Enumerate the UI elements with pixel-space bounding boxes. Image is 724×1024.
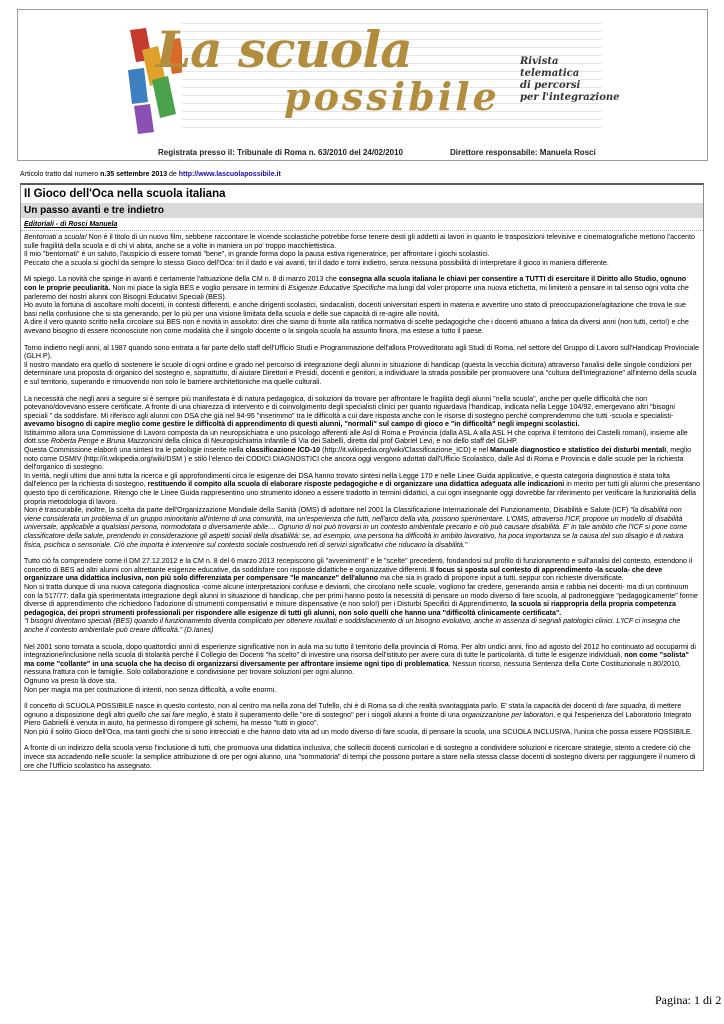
text-span: (http://it.wikipedia.org/wiki/Classificazione_ICD) e nel (320, 446, 491, 455)
text-span: classificazione ICD-10 (245, 446, 321, 455)
tagline-line: Rivista (520, 56, 559, 67)
text-span: Roberta Penge (50, 437, 99, 446)
text-span: organizzazione per laboratori (461, 710, 554, 719)
tagline-line: per l'integrazione (520, 92, 620, 103)
text-span: , e qui l'esperienza del Laboratorio Integrato Piero Gabrielli è venuta in aiuto, ha permesso di rompere gli schemi, ha messo "tutti in gioco". (24, 710, 692, 728)
text-span: Non è trascurabile, inoltre, la scelta da parte dell'Organizzazione Mondiale della Sanità (OMS) di adottare nel 2001 la Classificazione Internazionale del Funzionamento, Disabilità e Salute (ICF) (24, 506, 631, 515)
paragraph (24, 344, 700, 387)
source-link[interactable]: http://www.lascuolapossibile.it (178, 171, 281, 178)
text-span: Questa Commissione elaborò una sintesi tra le patologie inserite nella (24, 446, 246, 455)
paragraph (24, 395, 700, 550)
text-span: Esigenze Educative Specifiche (288, 283, 386, 292)
text-span: Non è il titolo di un nuovo film, sebbene raccontare le vicende scolastiche potrebbe forse tenere desti gli addetti ai lavori in quanto le trasposizioni televisive e cinematografiche mettono l'accento sulle fragilità della scuola e di chi vi abita, anche se a volte in maniera un po' troppo macchiettistica. (24, 233, 695, 250)
paragraph (24, 233, 700, 267)
text-span: Non si tratta dunque di una nuova categoria diagnostica -come alcune interpretazioni confuse e devianti, che circolano nelle scuole, vogliono far credere, generando ansia e rabbia nei docenti- ma di un continuum con la 517/77: dalla già sperimentata integrazione degli alunni in situazione di handicap, che per primi hanno posto la necessità di pensare un modo diverso di fare scuola, al padroneggiare "pedagogicamente" forme diverse di apprendimento che richiedono l'adozione di strumenti compensativi e misure dispensative (e non solo!) per i Disturbi Specifici di Apprendimento, (24, 582, 698, 609)
text-span: quello che sai fare meglio (126, 710, 208, 719)
text-span: Ognuno va preso là dove sta. (24, 676, 117, 685)
registration-info: Registrata presso il: Tribunale di Roma n. 63/2010 del 24/02/2010 (158, 148, 403, 157)
source-line (20, 170, 704, 179)
text-span: , è stato il superamento delle "ore di sostegno" per i singoli alunni a fronte di una (207, 710, 462, 719)
tagline (520, 56, 620, 104)
text-span: "la disabilità non viene considerata un problema di un gruppo minoritario all'interno di una comunità, ma un'esperienza che tutti, nell'arco della vita, possono sperimentare. L'OMS, attraverso l'ICF, propone un modello di disabilità universale, applicabile a qualsiasi persona, normodotata o diversamente abile.... Ognuno di noi può trovarsi in un contesto ambientale precario e ciò può causare disabilità. E' in tale ambito che l'ICF si pone come classificatore della salute, prendendo in considerazione gli aspetti sociali della disabilità: se, ad esempio, una persona ha difficoltà in ambito lavorativo, ha poca importanza se la causa del suo disagio è di natura fisica, psichica o sensoriale. Ciò che importa è intervenire sul contesto sociale costruendo reti di servizi significativi che riducano la disabilità." (24, 506, 688, 549)
text-span: Mi spiego. La novità che spinge in avanti è certamente l'attuazione della CM n. 8 di marzo 2013 che (24, 275, 339, 284)
text-span: la scuola si riappropria della propria competenza pedagogica, dei propri strumenti professionali per rispondere alle esigenze di tutti gli alunni, non solo quelli che hanno una "difficoltà clinicamente certificata". (24, 600, 676, 617)
text-span: ma che sia in grado di proporre input a tutti, seppur con richieste diversificate. (378, 574, 624, 583)
text-span: Non per magia ma per costruzione di intenti, non senza difficoltà, a volte enormi. (24, 685, 277, 694)
text-span: consegna alla scuola italiana le chiavi per consentire a TUTTI di esercitare il Diritto allo Studio, ognuno con le proprie peculiarità. (24, 275, 687, 292)
article-body (21, 231, 703, 770)
logo-title: La scuola (156, 20, 412, 79)
text-span: "I bisogni diventano speciali (BES) quando il funzionamento diventa complicato per ottenere risultati e soddisfacimento di un bisogno evolutivo, anche in assenza di segnali patologici clinici. L'ICF ci insegna che anche il contesto ambientale può creare difficoltà." (D.Ianes) (24, 617, 681, 634)
text-span: In verità, negli ultimi due anni tutta la ricerca e gli approfondimenti circa le esigenze dei DSA hanno trovato sintesi nella Legge 170 e nelle Linee Guida applicative, e questa categoria diagnostica è stata tolta dall'elenco per la richiesta di sostegno, (24, 471, 670, 489)
paragraph (24, 702, 700, 736)
source-prefix: Articolo tratto dal numero (20, 171, 101, 178)
article-container (20, 170, 704, 771)
text-span: Ho avuto la fortuna di ascoltare molti docenti, in contesti differenti, e anche dirigenti scolastici, sindacalisti, docenti universitari esperti in materia e avvertire uno stato di preoccupazione/agitazione che trova le sue basi nella confusione che si sta generando, per lo più per una visione limitata della scuola e delle sue capacità di re-agire alle novità. (24, 301, 686, 318)
text-span: , meglio noto come DSMIV (http://it.wikipedia.org/wiki/DSM ) e stilò l'elenco dei CODICI DIAGNOSTICI che ancora oggi vengono adottati dall'Ufficio Scolastico, dalle Asl di Roma e Provincia e dalle scuole per la richiesta dell'organico di sostegno. (24, 446, 692, 472)
paragraph (24, 557, 700, 634)
source-issue: n.35 settembre 2013 (100, 171, 168, 178)
text-span: , di mettere ognuno a disposizione degli altri (24, 702, 682, 719)
text-span: Non mi piace la sigla BES e voglio pensare in termini di (110, 283, 289, 292)
article-box (20, 183, 704, 771)
text-span: in merito per tutti gli alunni che presentano questo tipo di certificazione. Ritengo che le Linee Guida rappresentino uno strumento idoneo a essere tradotto in termini didattici, a cui ogni insegnante oggi dovrebbe far riferimento per verificare la funzionalità della propria metodologia di lavoro. (24, 480, 700, 506)
article-subtitle: Un passo avanti e tre indietro (21, 203, 703, 218)
text-span: Il focus si sposta sul contesto di apprendimento -la scuola- che deve organizzare una didattica inclusiva, non più solo differenziata per compensare "le mancanze" dell'alunno (24, 565, 663, 583)
text-span: Torno indietro negli anni, al 1987 quando sono entrata a far parte dello staff dell'Ufficio Studi e Programmazione dell'allora Provveditorato agli Studi di Roma, nel settore del Gruppo di Lavoro sull'Handicap Provinciale (GLH P). (24, 343, 699, 361)
text-span: non come "solista" ma come "collante" in una scuola che ha deciso di organizzarsi diversamente per affrontare insieme ogni tipo di problematica (24, 651, 689, 668)
text-span: Il mio "bentornati" è un saluto, l'auspicio di essere tornati "bene", in grande forma dopo la pausa estiva rigeneratrice, per affrontare i giochi scolastici. (24, 250, 490, 259)
text-span: Bruna Mazzoncini (106, 437, 163, 446)
director-info: Direttore responsabile: Manuela Rosci (450, 148, 596, 157)
logo-subtitle: possibile (284, 74, 500, 119)
text-span: Nel 2001 sono tornata a scuola, dopo quattordici anni di esperienze significative non in aula ma su tutto il territorio della provincia di Roma. Per altri undici anni, fino ad agosto del 2012 ho continuato ad occuparmi di integrazione/inclusione nella scuola di titolarità perché il Collegio dei Docenti "ha scelto" di investire una risorsa dell'istituto per avere cura di tutte le particolarità, di tutte le esigenze individuali, (24, 642, 696, 660)
page-number: Pagina: 1 di 2 (655, 993, 722, 1007)
source-middle: de (167, 171, 179, 178)
article-byline: Editoriali - di Rosci Manuela (21, 218, 703, 231)
text-span: Il concetto di SCUOLA POSSIBILE nasce in questo contesto, non al centro ma nella zona del Tufello, chi è di Roma sa di che realtà svantaggiata parlo. E' stata la capacità dei docenti di (24, 702, 606, 711)
text-span: restituendo il compito alla scuola di elaborare risposte pedagogiche e di organizzare una didattica adeguata alle indicazioni (147, 480, 565, 489)
text-span: e (98, 437, 107, 446)
text-span: La necessità che negli anni a seguire si è sempre più manifestata è di natura pedagogica, di soluzioni da trovare per affrontare le fragilità degli alunni "nella scuola", anche per quelle difficoltà che non potevano/dovevano essere certificate. A fronte di una chiarezza di intervento e di coinvolgimento degli specialisti clinici per quanto riguardava l'handicap, indicata nella Legge 104/92, emergevano altri "bisogni speciali " da soddisfare. Mi riferisco agli alunni con DSA che già nel 94-95 "inserimmo" tra le difficoltà a cui dare risposta anche con le risorse di sostegno perché comprendemmo che tutti -scuola e specialisti- (24, 394, 675, 420)
article-title: Il Gioco dell'Oca nella scuola italiana (24, 188, 226, 200)
tagline-line: telematica (520, 68, 580, 79)
text-span: Il nostro mandato era quello di sostenere le scuole di ogni ordine e grado nel percorso di integrazione degli alunni in situazione di handicap (questa la vecchia dicitura) attraverso l'analisi delle singole condizioni per determinare una proposta di organico del sostegno e, soprattutto, di aiutare Direttori e Presidi, docenti e genitori, a individuare la strada possibile per promuovere una "cultura dell'integrazione" all'interno della scuola e sul territorio, superando e rimuovendo non solo le barriere architettoniche ma quelle culturali. (24, 360, 697, 386)
paragraph (24, 643, 700, 695)
text-span: della clinica di Neuropsichiatria Infantile di Via dei Sabelli, diretta dal prof Gabriel Levi, e noi dello staff del GLHP. (162, 437, 518, 446)
text-span: Tutto ciò fa comprendere come il DM 27.12.2012 e la CM n. 8 del 6 marzo 2013 recepiscono gli "avvenimenti" e le "scelte" precedenti, fondandosi sul profilo di funzionamento e sull'analisi del contesto, estendono il concetto di BES ad altri alunni con altrettante esigenze educative, da soddisfare con risposte didattiche e organizzative differenti. (24, 557, 693, 574)
text-span: . Nessun ricorso, nessuna Sentenza della Corte Costituzionale n.80/2010, nessuna frattura con le famiglie. Solo collaborazione e condivisione per trovare soluzioni per ogni alunno. (24, 659, 681, 677)
text-span: fare squadra (605, 702, 646, 711)
paragraph (24, 275, 700, 335)
text-span: ma lungi dal voler proporre una nuova etichetta, mi limiterò a pensare in tal senso ogni volta che parleremo dei nostri alunni con Bisogni Educativi Speciali (BES). (24, 283, 689, 301)
tagline-line: di percorsi (520, 80, 581, 91)
text-span: A dire il vero quanto scritto nella circolare sui BES non è novità in assoluto: direi che siamo di fronte alla ratifica normativa di scelte pedagogiche che i docenti attuano a fatica da diversi anni (non tutti, certo!) e che avevano bisogno di essere riconosciute non come modalità che il singolo docente o la singola scuola ha assunto finora, ma estese a tutto il paese. (24, 318, 689, 335)
text-span: Istituimmo allora una Commissione di Lavoro composta da un neuropsichiatra e uno psicologo afferenti alle Asl di Roma e Provincia (dalla ASL A alla ASL H che copriva il territorio dei Castelli romani), insieme alle dott.sse (24, 428, 688, 446)
text-span: Peccato che a scuola si giochi da sempre lo stesso Gioco dell'Oca: tiri il dado e vai avanti, tiri il dado e torni indietro, senza nessuna possibilità di interpretare il gioco in maniera differente. (24, 258, 609, 267)
text-span: avevamo bisogno di capire meglio come gestire le difficoltà di apprendimento di questi alunni, "normali" sul campo di gioco e "in difficoltà" negli impegni scolastici. (24, 420, 580, 429)
text-span: A fronte di un indirizzo della scuola verso l'inclusione di tutti, che promuova una didattica inclusiva, che solleciti docenti curricolari e di sostegno a condividere soluzioni e ricercare strategie, stento a credere ciò che invece sta accadendo nelle scuole: la semplice attribuzione di ore per ogni alunno, una "sommatoria" di tempi che possono portare a stare nella stessa classe docenti di sostegno diversi per raggiungere il numero di ore che l'Ufficio scolastico ha assegnato. (24, 744, 696, 770)
text-span: Non più il solito Gioco dell'Oca, ma tanti giochi che si sono intrecciati e che hanno dato vita ad un modo diverso di fare scuola, di pensare la scuola, una SCUOLA INCLUSIVA, l'unica che possa essere POSSIBILE. (24, 727, 693, 736)
text-span: Manuale diagnostico e statistico dei disturbi mentali (490, 446, 667, 455)
text-span: Bentornati a scuola! (24, 233, 87, 241)
paragraph (24, 744, 700, 770)
masthead (17, 9, 708, 161)
